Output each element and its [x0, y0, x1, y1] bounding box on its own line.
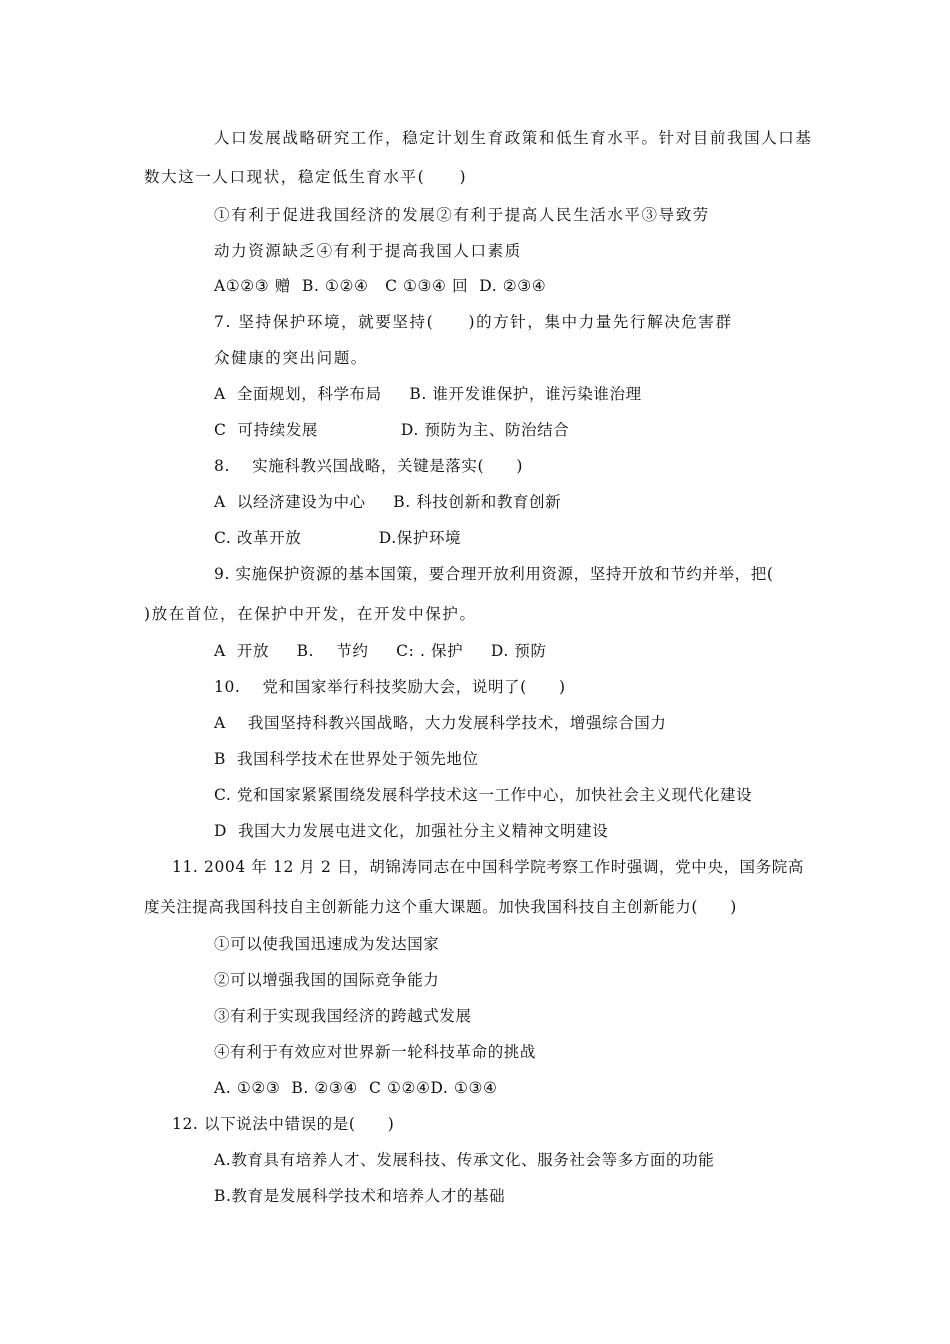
text-line: A.教育具有培养人才、发展科技、传承文化、服务社会等多方面的功能 [214, 1151, 715, 1169]
text-line: B.教育是发展科学技术和培养人才的基础 [214, 1187, 506, 1205]
text-line: C. 党和国家紧紧围绕发展科学技术这一工作中心，加快社会主义现代化建设 [214, 786, 753, 804]
text-line: 数大这一人口现状，稳定低生育水平( ) [144, 168, 468, 186]
text-line: ①可以使我国迅速成为发达国家 [214, 935, 440, 953]
text-line: 人口发展战略研究工作，稳定计划生育政策和低生育水平。针对目前我国人口基 [214, 129, 813, 147]
text-line: C. 改革开放 D.保护环境 [214, 529, 462, 547]
text-line: 10. 党和国家举行科技奖励大会，说明了( ) [214, 678, 566, 696]
text-line: 度关注提高我国科技自主创新能力这个重大课题。加快我国科技自主创新能力( ) [144, 898, 737, 916]
text-line: A 我国坚持科教兴国战略，大力发展科学技术，增强综合国力 [214, 714, 667, 732]
text-line: ②可以增强我国的国际竞争能力 [214, 971, 440, 989]
text-line: 7. 坚持保护环境，就要坚持( )的方针，集中力量先行解决危害群 [214, 313, 733, 331]
text-line: A①②③ 赠 B. ①②④ C ①③④ 回 D. ②③④ [214, 277, 547, 295]
text-line: A 全面规划，科学布局 B. 谁开发谁保护，谁污染谁治理 [214, 385, 642, 403]
text-line: ①有利于促进我国经济的发展②有利于提高人民生活水平③导致劳 [214, 206, 710, 224]
text-line: 8. 实施科教兴国战略，关键是落实( ) [214, 457, 523, 475]
text-line: B 我国科学技术在世界处于领先地位 [214, 750, 479, 768]
text-line: ③有利于实现我国经济的跨越式发展 [214, 1007, 472, 1025]
text-line: 动力资源缺乏④有利于提高我国人口素质 [214, 242, 522, 260]
text-line: D 我国大力发展屯进文化，加强社分主义精神文明建设 [214, 822, 609, 840]
text-line: 9. 实施保护资源的基本国策，要合理开放利用资源，坚持开放和节约并举，把( [214, 565, 774, 583]
text-line: A 以经济建设为中心 B. 科技创新和教育创新 [214, 493, 562, 511]
text-line: A 开放 B. 节约 C: . 保护 D. 预防 [214, 642, 547, 660]
text-line: C 可持续发展 D. 预防为主、防治结合 [214, 421, 570, 439]
text-line: ④有利于有效应对世界新一轮科技革命的挑战 [214, 1043, 537, 1061]
text-line: 11. 2004 年 12 月 2 日，胡锦涛同志在中国科学院考察工作时强调，党中央，国务院高 [172, 858, 804, 876]
text-line: 12. 以下说法中错误的是( ) [172, 1115, 395, 1133]
text-line: 众健康的突出问题。 [214, 349, 368, 367]
text-line: )放在首位，在保护中开发，在开发中保护。 [144, 605, 477, 623]
text-line: A. ①②③ B. ②③④ C ①②④D. ①③④ [214, 1079, 498, 1097]
